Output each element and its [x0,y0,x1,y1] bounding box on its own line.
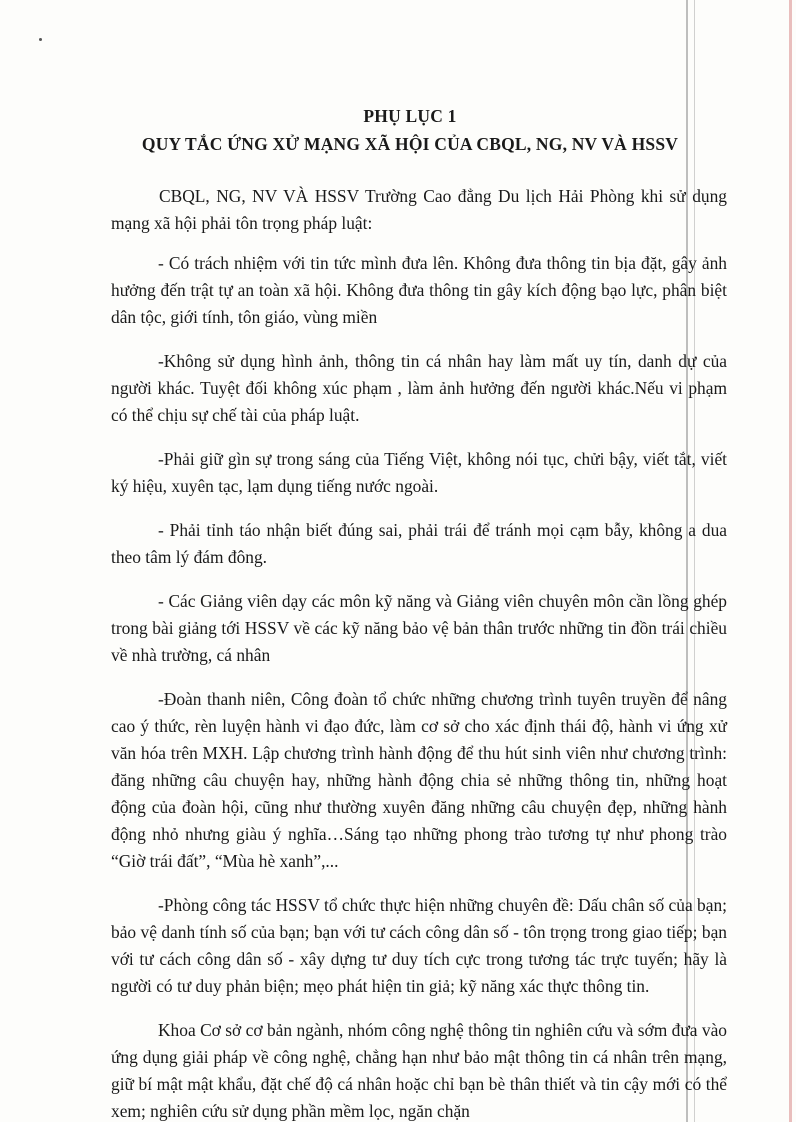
paragraph-rule-privacy: -Không sử dụng hình ảnh, thông tin cá nhân hay làm mất uy tín, danh dự của người khác. Tuyệt đối không xúc phạm , làm ảnh hưởng đến người khác.Nếu vi phạm có thể chịu sự chế tài của pháp luật. [111,351,727,425]
paragraph-intro: CBQL, NG, NV VÀ HSSV Trường Cao đẳng Du lịch Hải Phòng khi sử dụng mạng xã hội phải tôn trọng pháp luật: [111,186,727,233]
paragraph-student-affairs: -Phòng công tác HSSV tổ chức thực hiện những chuyên đề: Dấu chân số của bạn; bảo vệ danh tính số của bạn; bạn với tư cách công dân số - tôn trọng trong giao tiếp; bạn với tư cách công dân số - xây dựng tư duy tích cực trong tương tác trực tuyến; hãy là người có tư duy phản biện; mẹo phát hiện tin giả; kỹ năng xác thực thông tin. [111,895,727,996]
paragraph-rule-awareness: - Phải tỉnh táo nhận biết đúng sai, phải trái để tránh mọi cạm bẫy, không a dua theo tâm lý đám đông. [111,520,727,567]
document-title: QUY TẮC ỨNG XỬ MẠNG XÃ HỘI CỦA CBQL, NG, NV VÀ HSSV [141,134,679,154]
scan-edge-artifact [789,0,792,1122]
scan-speck [39,38,42,41]
paragraph-rule-language: -Phải giữ gìn sự trong sáng của Tiếng Việt, không nói tục, chửi bậy, viết tắt, viết ký hiệu, xuyên tạc, lạm dụng tiếng nước ngoài. [111,449,727,496]
appendix-heading: PHỤ LỤC 1 [363,106,457,126]
paragraph-rule-responsibility: - Có trách nhiệm với tin tức mình đưa lên. Không đưa thông tin bịa đặt, gây ảnh hưởng đến trật tự an toàn xã hội. Không đưa thông tin gây kích động bạo lực, phân biệt dân tộc, giới tính, tôn giáo, vùng miền [111,253,727,327]
paragraph-youth-union: -Đoàn thanh niên, Công đoàn tổ chức những chương trình tuyên truyền để nâng cao ý thức, rèn luyện hành vi đạo đức, làm cơ sở cho xác định thái độ, hành vi ứng xử văn hóa trên MXH. Lập chương trình hành động để thu hút sinh viên như chương trình: đăng những câu chuyện hay, những hành động chia sẻ những thông tin, những hoạt động của đoàn hội, cũng như thường xuyên đăng những câu chuyện đẹp, những hành động nhỏ nhưng giàu ý nghĩa…Sáng tạo những phong trào tương tự như phong trào “Giờ trái đất”, “Mùa hè xanh”,... [111,689,727,871]
paragraph-faculty: Khoa Cơ sở cơ bản ngành, nhóm công nghệ thông tin nghiên cứu và sớm đưa vào ứng dụng giải pháp về công nghệ, chẳng hạn như bảo mật thông tin cá nhân trên mạng, giữ bí mật mật khẩu, đặt chế độ cá nhân hoặc chỉ bạn bè thân thiết và tin cậy mới có thể xem; nghiên cứu sử dụng phần mềm lọc, ngăn chặn [111,1020,727,1121]
paragraph-lecturers: - Các Giảng viên dạy các môn kỹ năng và Giảng viên chuyên môn cần lồng ghép trong bài giảng tới HSSV về các kỹ năng bảo vệ bản thân trước những tin đồn trái chiều về nhà trường, cá nhân [111,591,727,665]
document-body [111,183,727,1122]
